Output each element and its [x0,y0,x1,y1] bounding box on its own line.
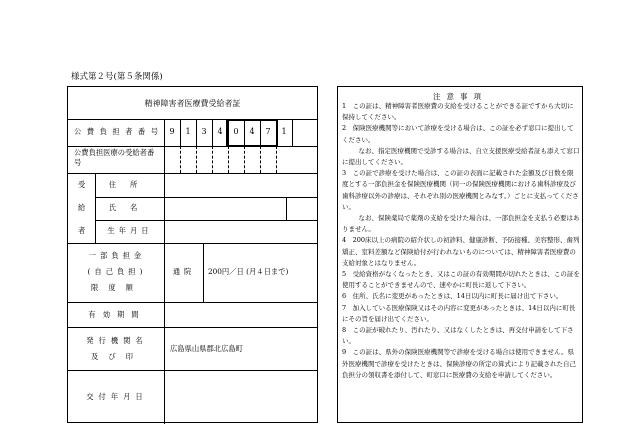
rule [228,146,229,173]
copay-label: (自己負担) [87,267,147,276]
visit-label: 通院 [172,267,196,276]
payer-digit: 7 [265,127,271,136]
payer-number-label: 公 費 負 担 者 番 号 [74,127,158,136]
recipient-label-char: 給 [78,203,86,212]
recipient-label-char: 者 [78,226,86,235]
payer-digit: 9 [169,127,175,136]
recipient-number-label: 公費負担医療の受給者番号 [74,148,155,167]
rule [203,243,204,302]
notes-list [342,101,580,381]
copay-label: 限度額 [91,283,143,292]
rule [95,220,317,221]
recipient-label-char: 受 [78,180,86,189]
note-item: なお、保険薬局で薬剤の支給を受けた場合は、一部負担金を支払う必要はありません。 [342,214,580,234]
birth-date-label: 生年月日 [107,226,153,235]
address-label: 住所 [108,180,152,189]
rule [212,146,213,173]
rule [95,197,317,198]
note-item: 6 住所、氏名に変更があったときは、14日以内に町長に届け出て下さい。 [342,292,563,301]
rule [68,146,317,147]
rule [244,146,245,173]
payer-digit: 1 [185,127,191,136]
payer-digit: 3 [201,127,207,136]
issuer-label: 発行機関名 [86,336,148,345]
issuer-label: 及び印 [91,352,143,361]
name-label: 氏名 [108,203,152,212]
rule [68,302,317,303]
note-item: 7 加入している医療保険又はその内容に変更があったときは、14日以内に町長にその旨を届け出てください。 [342,303,576,323]
notes-title: 注意事項 [433,92,487,101]
copay-label: 一部負担金 [88,251,146,260]
rule [276,146,277,173]
rule [68,370,317,371]
recipient-card [67,86,318,423]
note-item: なお、指定医療機関で受診する場合は、自立支援医療受給者証も添えて窓口に提出してください。 [342,146,580,167]
form-label: 様式第２号(第５条関係) [71,72,163,82]
note-item: 2 保険医療機関等において診療を受ける場合は、この証を必ず窓口に提出してください。 [342,124,574,144]
card-title: 精神障害者医療費受給者証 [144,99,241,108]
rule [68,327,317,328]
rule [68,119,317,120]
payer-digit: 4 [217,127,223,136]
note-item: 4 200床以上の病院の紹介状しの初診料、健康診断、予防接種、美容整形、歯列矯正、室料差額など保険給付が行われないものについては、精神障害者医療費の支給対象とはなりません。 [342,236,580,267]
note-item: 3 この証で診療を受けた場合は、この証の表面に記載された金額及び日数を限度とする一部負担金を保険医療機関（同一の保険医療機関における歯科診療及び歯科診療以外の診療は、それぞれ別の医療機関とみなす。）ごとに支払ってください。 [342,169,579,211]
payer-digit: 4 [249,127,255,136]
note-item: 9 この証は、県外の保険医療機関等で診療を受ける場合は使用できません。県外医療機関で診療を受けたときは、保険診療の所定の算式により記載された自己負担分の領収書を添付して、町窓口に医療費の支給を申請してください。 [342,348,576,379]
rule [286,197,287,220]
rule [196,146,197,173]
rule [164,243,165,424]
notes-panel [337,86,583,423]
rule [180,146,181,173]
copay-limit-value: 200円／日 (月４日まで) [208,267,289,276]
rule [164,119,165,243]
note-item: 5 受給資格がなくなったとき、又はこの証の有効期間が切れたときは、この証を使用することができませんので、速やかに町長に返して下さい。 [342,270,580,290]
rule [260,146,261,173]
validity-label: 有効期間 [88,310,146,319]
note-item: 8 この証が破れたり、汚れたり、又はなくしたときは、再交付申請をして下さい。 [342,326,574,346]
payer-digit: 0 [233,127,239,136]
note-item: 1 この証は、精神障害者医療費の支給を受けることができる証ですから大切に保持してください。 [342,102,574,122]
payer-digit: 1 [281,127,287,136]
issuer-value: 広島県山県郡北広島町 [170,344,243,353]
rule [68,243,317,244]
issue-date-label: 交付年月日 [86,392,148,401]
rule [68,173,317,174]
rule [292,119,293,146]
rule [95,173,96,243]
